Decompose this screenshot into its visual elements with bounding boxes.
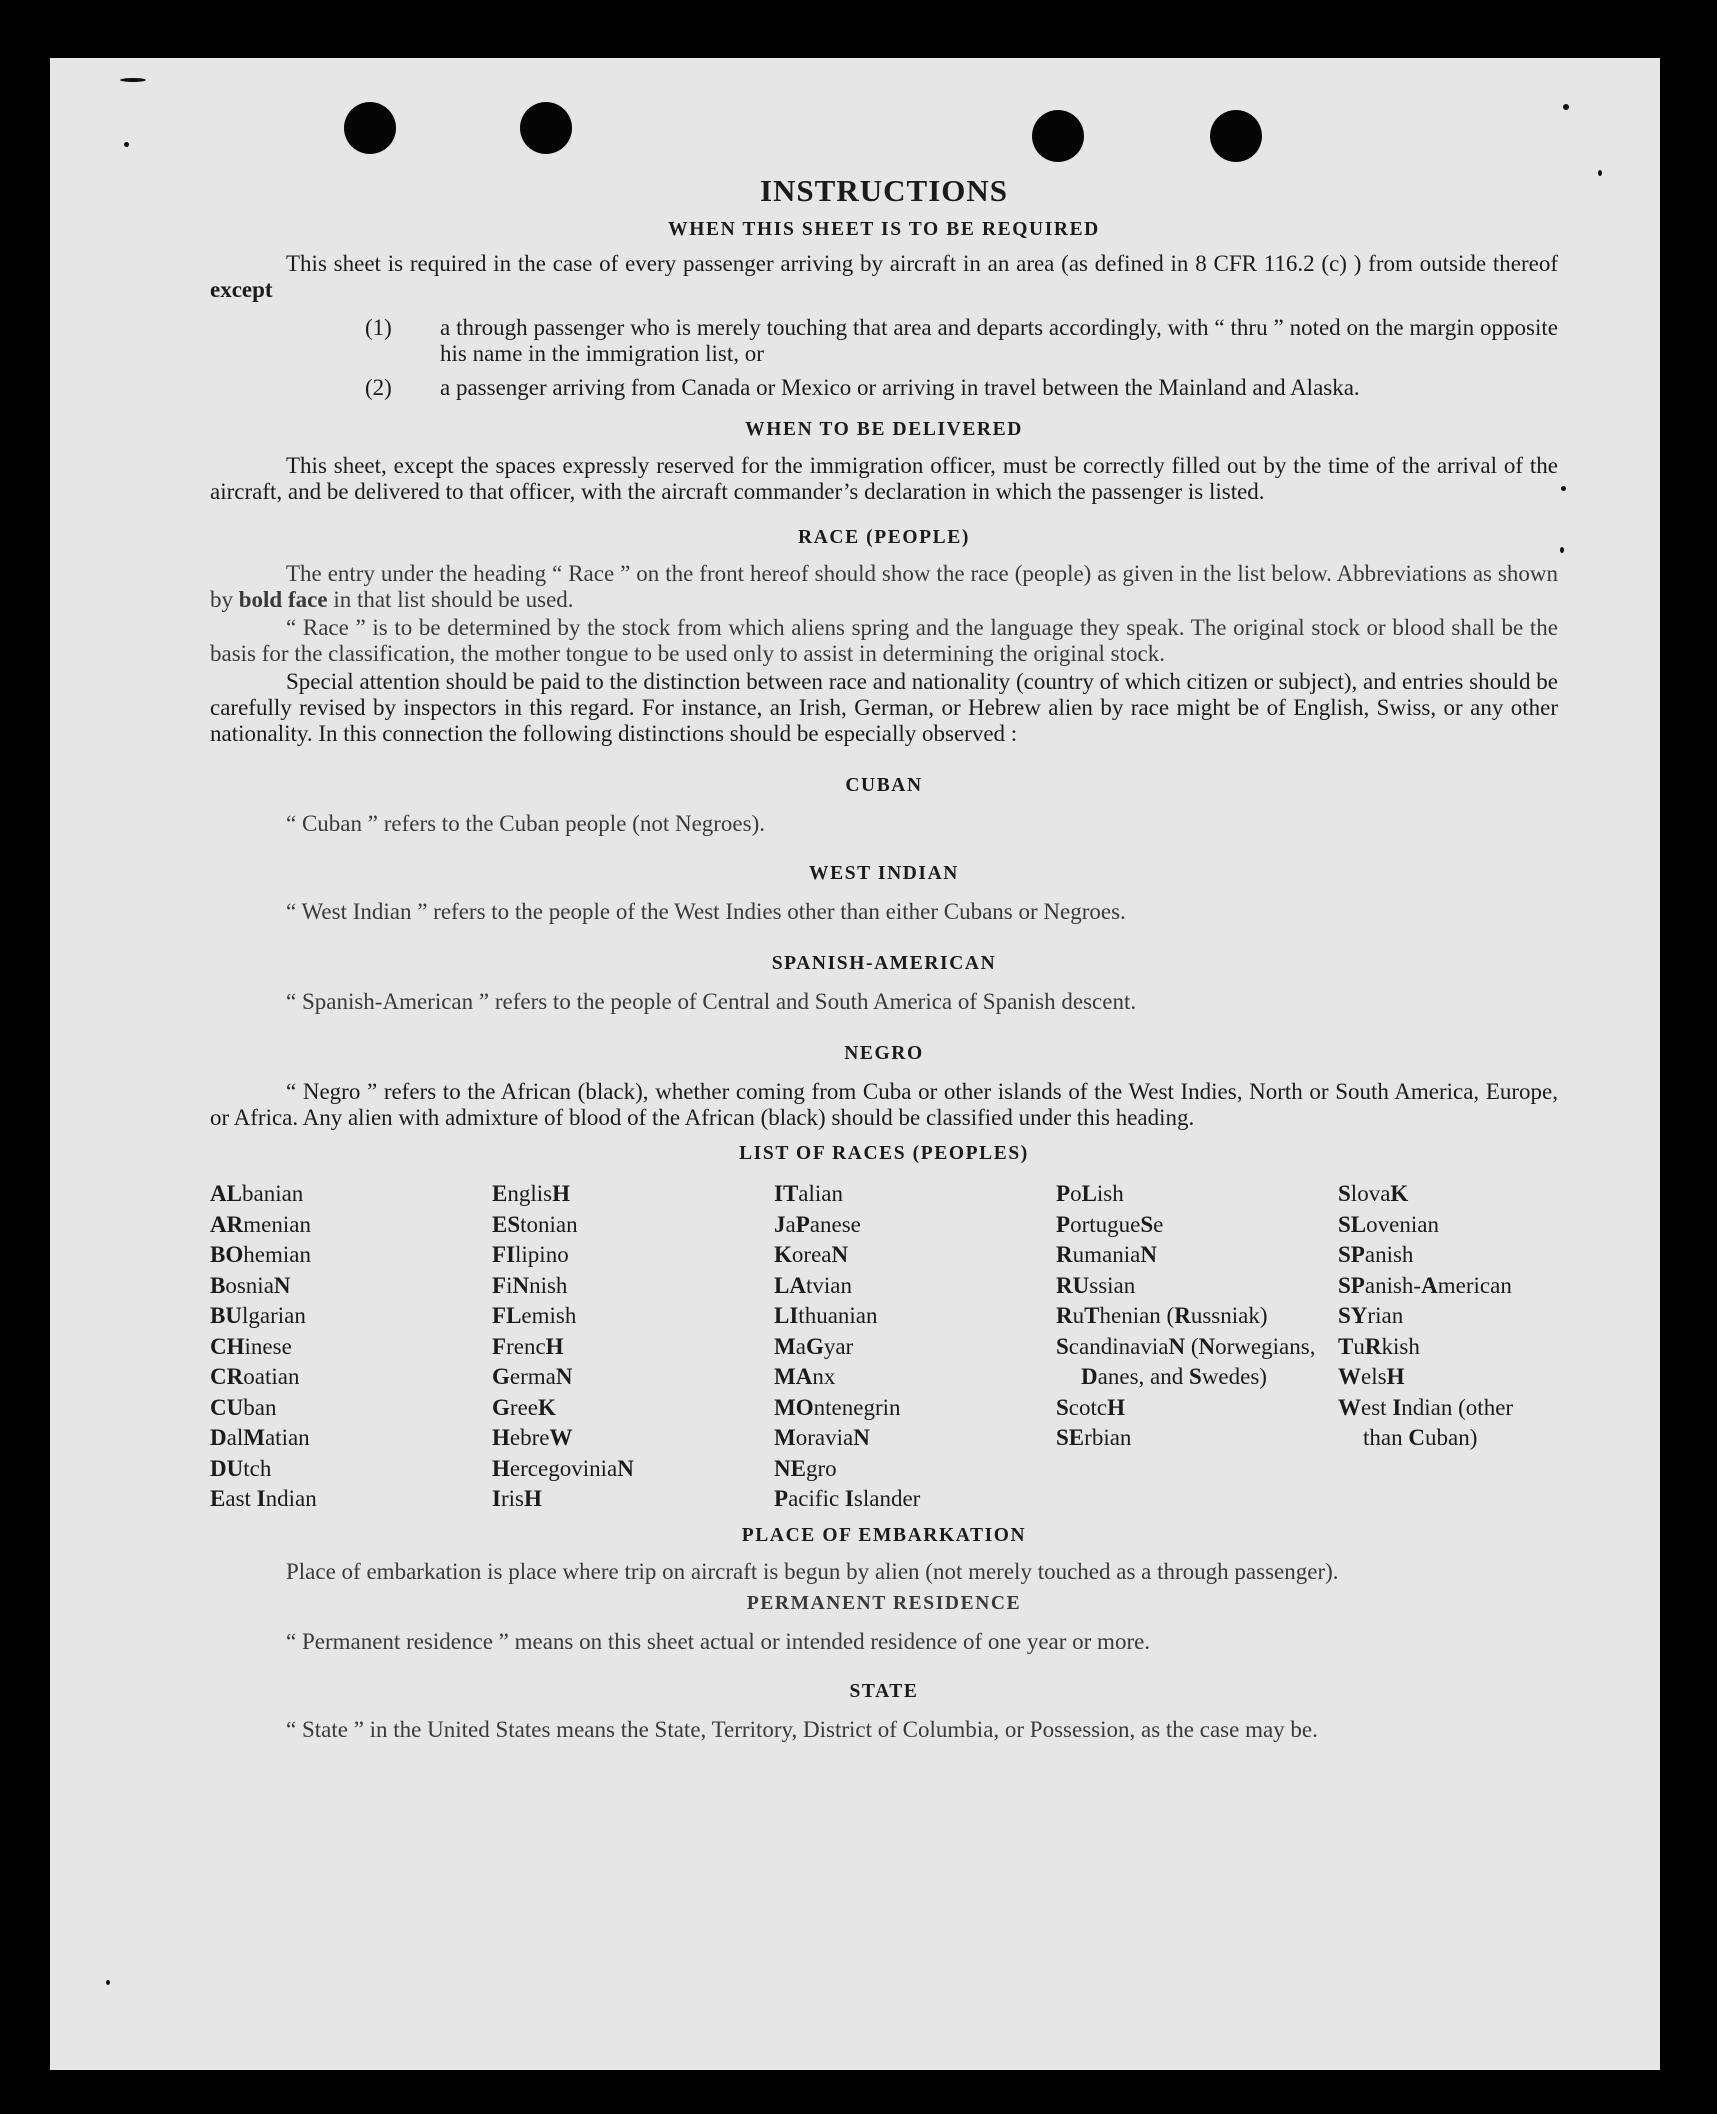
race-entry: KoreaN bbox=[774, 1242, 849, 1267]
punch-hole-4 bbox=[1210, 110, 1262, 162]
race-entry: CRoatian bbox=[210, 1364, 300, 1389]
instructions-content bbox=[210, 173, 1558, 1743]
cuban-text: “ Cuban ” refers to the Cuban people (not Negroes). bbox=[286, 811, 766, 836]
race-paragraph-2: “ Race ” is to be determined by the stock from which aliens spring and the language they speak. The original stock or blood shall be the basis for the classification, the mother tongue to be used only to assist in determining the original stock. bbox=[210, 615, 1558, 666]
race-entry: BOhemian bbox=[210, 1242, 311, 1267]
race-entry: BUlgarian bbox=[210, 1303, 306, 1328]
heading-west-indian: WEST INDIAN bbox=[809, 863, 959, 884]
punch-hole-1 bbox=[344, 102, 396, 154]
race-entry: RUssian bbox=[1056, 1272, 1136, 1298]
race-entry: TuRkish bbox=[1338, 1333, 1420, 1359]
race-entry: LIthuanian bbox=[774, 1303, 878, 1328]
race-entry: DalMatian bbox=[210, 1425, 310, 1450]
negro-text: “ Negro ” refers to the African (black), whether coming from Cuba or other islands of the West Indies, North or South America, Europe, or Africa. Any alien with admixture of blood of the African (black) should be classified under this heading. bbox=[210, 1079, 1558, 1130]
heading-place-of-embarkation: PLACE OF EMBARKATION bbox=[741, 1524, 1027, 1546]
race-entry: ScotcH bbox=[1056, 1394, 1126, 1420]
speck-mark bbox=[124, 142, 129, 147]
race-entry: SErbian bbox=[1056, 1425, 1132, 1450]
speck-mark bbox=[1560, 547, 1564, 553]
race-entry: WelsH bbox=[1338, 1364, 1405, 1389]
race-entry: HercegoviniaN bbox=[492, 1455, 634, 1481]
residence-text: “ Permanent residence ” means on this sheet actual or intended residence of one year or more. bbox=[286, 1628, 1151, 1654]
required-intro-text: This sheet is required in the case of every passenger arriving by aircraft in an area (as defined in 8 CFR 116.2 (c) ) from outside thereof except bbox=[210, 251, 1558, 302]
races-column-1 bbox=[210, 1179, 480, 1515]
race-entry: FiNnish bbox=[492, 1272, 568, 1298]
required-intro bbox=[210, 251, 1558, 303]
race-entry: SYrian bbox=[1338, 1303, 1404, 1328]
spanish-american-text: “ Spanish-American ” refers to the people of Central and South America of Spanish descent. bbox=[286, 989, 1137, 1014]
race-entry: BosniaN bbox=[210, 1272, 291, 1298]
exception-text: a through passenger who is merely touching that area and departs accordingly, with “ thru ” noted on the margin opposite his name in the immigration list, or bbox=[440, 315, 1558, 366]
heading-spanish-american: SPANISH-AMERICAN bbox=[771, 953, 997, 974]
race-entry: MOntenegrin bbox=[774, 1394, 901, 1420]
heading-permanent-residence: PERMANENT RESIDENCE bbox=[746, 1592, 1022, 1614]
race-entry: CUban bbox=[210, 1394, 277, 1420]
race-entry: SPanish bbox=[1338, 1242, 1414, 1267]
heading-when-required: WHEN THIS SHEET IS TO BE REQUIRED bbox=[668, 219, 1100, 240]
west-indian-text: “ West Indian ” refers to the people of the West Indies other than either Cubans or Negroes. bbox=[286, 899, 1126, 924]
exception-text: a passenger arriving from Canada or Mexico or arriving in travel between the Mainland and Alaska. bbox=[440, 375, 1360, 400]
race-entry: West Indian (other than Cuban) bbox=[1338, 1394, 1514, 1450]
race-paragraph-1: The entry under the heading “ Race ” on the front hereof should show the race (people) as given in the list below. Abbreviations as shown by bold face in that list should be used. bbox=[210, 561, 1558, 612]
race-entry: IrisH bbox=[492, 1486, 542, 1511]
exception-item-2 bbox=[210, 375, 1558, 401]
page-title: INSTRUCTIONS bbox=[759, 173, 1008, 208]
race-entry: CHinese bbox=[210, 1333, 292, 1359]
punch-hole-3 bbox=[1032, 110, 1084, 162]
race-paragraph-3: Special attention should be paid to the distinction between race and nationality (country of which citizen or subject), and entries should be carefully revised by inspectors in this regard. For instance, an Irish, German, or Hebrew alien by race might be of English, Swiss, or any other nationality. In this connection the following distinctions should be especially observed : bbox=[210, 669, 1558, 746]
document-sheet bbox=[50, 58, 1660, 2070]
race-entry: East Indian bbox=[210, 1486, 317, 1511]
heading-race: RACE (PEOPLE) bbox=[798, 527, 970, 548]
race-entry: MAnx bbox=[774, 1364, 836, 1389]
race-entry: ScandinaviaN (Norwegians, Danes, and Swedes) bbox=[1056, 1333, 1316, 1389]
race-entry: SPanish-American bbox=[1338, 1272, 1512, 1298]
race-entry: FIlipino bbox=[492, 1242, 569, 1267]
race-entry: EStonian bbox=[492, 1211, 578, 1237]
speck-mark bbox=[1563, 104, 1569, 110]
speck-mark bbox=[120, 78, 146, 82]
exception-number: (2) bbox=[365, 375, 392, 400]
heading-state: STATE bbox=[849, 1680, 919, 1702]
race-entry: GermaN bbox=[492, 1364, 573, 1389]
race-entry: DUtch bbox=[210, 1455, 272, 1481]
race-entry: MaGyar bbox=[774, 1333, 854, 1359]
speck-mark bbox=[106, 1980, 110, 1985]
race-entry: FLemish bbox=[492, 1303, 577, 1328]
embarkation-text: Place of embarkation is place where trip on aircraft is begun by alien (not merely touched as a through passenger). bbox=[286, 1558, 1339, 1584]
races-column-3 bbox=[774, 1179, 1044, 1515]
punch-hole-2 bbox=[520, 102, 572, 154]
race-entry: RuThenian (Russniak) bbox=[1056, 1303, 1268, 1328]
race-entry: FrencH bbox=[492, 1333, 564, 1359]
speck-mark bbox=[1598, 170, 1602, 176]
race-entry: GreeK bbox=[492, 1394, 556, 1420]
race-entry: LAtvian bbox=[774, 1272, 852, 1298]
race-entry: PoLish bbox=[1056, 1181, 1124, 1206]
race-entry: HebreW bbox=[492, 1425, 573, 1450]
heading-when-delivered: WHEN TO BE DELIVERED bbox=[745, 419, 1023, 440]
race-entry: SlovaK bbox=[1338, 1181, 1409, 1206]
race-entry: Pacific Islander bbox=[774, 1486, 921, 1511]
race-entry: ARmenian bbox=[210, 1211, 311, 1237]
race-entry: EnglisH bbox=[492, 1181, 570, 1206]
heading-negro: NEGRO bbox=[844, 1043, 924, 1064]
race-entry: ITalian bbox=[774, 1181, 844, 1206]
races-column-2 bbox=[492, 1179, 762, 1515]
speck-mark bbox=[1561, 486, 1566, 491]
heading-list-of-races: LIST OF RACES (PEOPLES) bbox=[739, 1143, 1029, 1164]
exception-item-1 bbox=[210, 315, 1558, 367]
exception-number: (1) bbox=[365, 315, 392, 340]
races-column-5 bbox=[1338, 1179, 1558, 1515]
races-column-4 bbox=[1056, 1179, 1326, 1515]
delivered-text: This sheet, except the spaces expressly reserved for the immigration officer, must be correctly filled out by the time of the arrival of the aircraft, and be delivered to that officer, with the aircraft commander’s declaration in which the passenger is listed. bbox=[210, 453, 1558, 504]
state-text: “ State ” in the United States means the State, Territory, District of Columbia, or Possession, as the case may be. bbox=[286, 1716, 1318, 1742]
race-entry: MoraviaN bbox=[774, 1425, 870, 1450]
race-entry: NEgro bbox=[774, 1455, 837, 1481]
races-list bbox=[210, 1179, 1558, 1515]
heading-cuban: CUBAN bbox=[845, 775, 923, 796]
race-entry: JaPanese bbox=[774, 1211, 861, 1237]
race-entry: SLovenian bbox=[1338, 1211, 1439, 1237]
race-entry: PortugueSe bbox=[1056, 1211, 1164, 1237]
race-entry: RumaniaN bbox=[1056, 1242, 1157, 1267]
race-entry: ALbanian bbox=[210, 1181, 304, 1206]
